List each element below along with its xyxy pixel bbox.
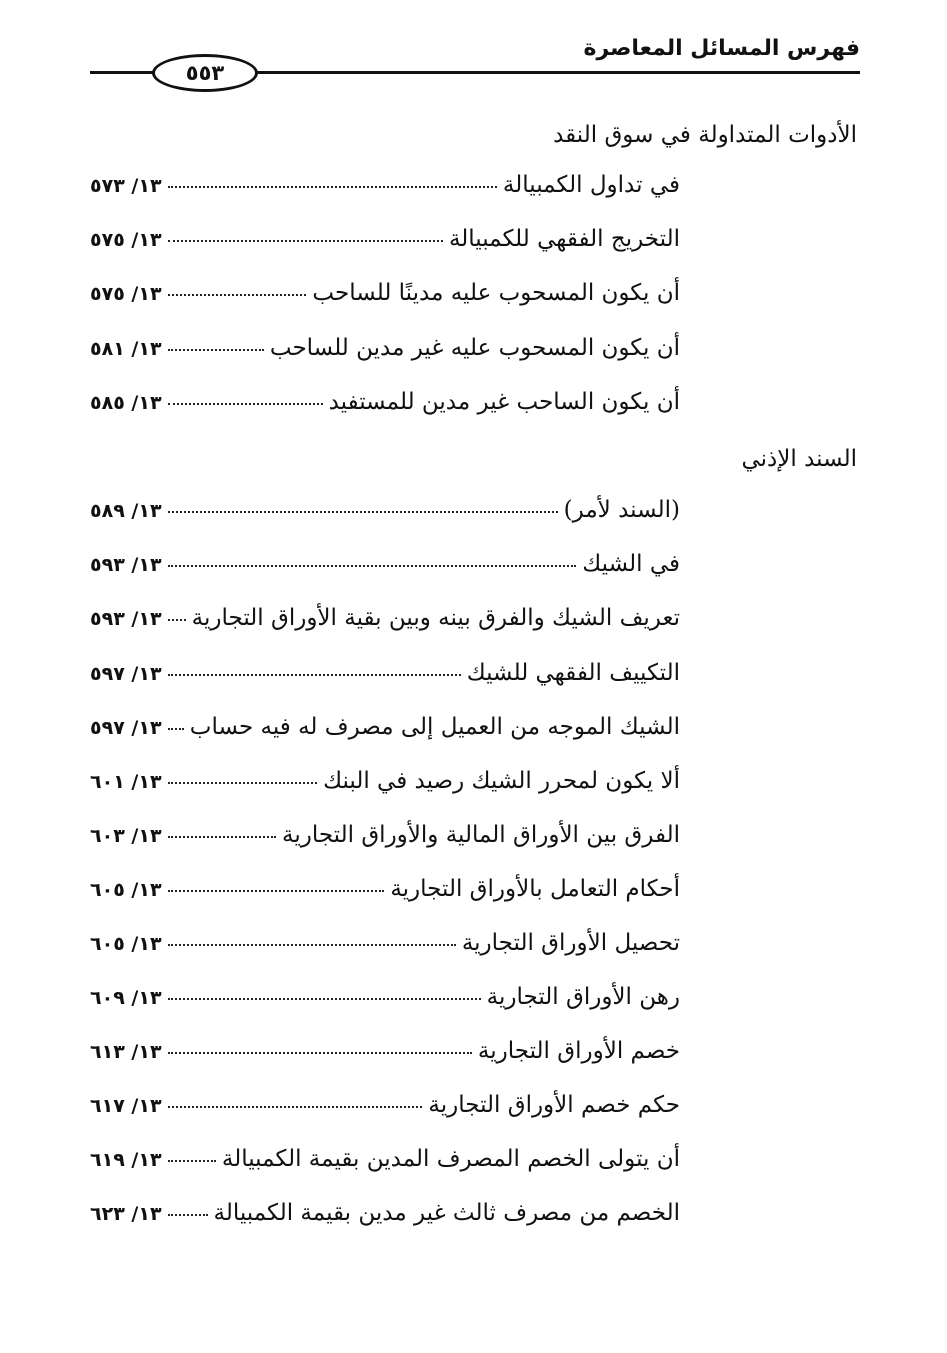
index-entry[interactable] (90, 551, 680, 587)
entry-title: أن يكون الساحب غير مدين للمستفيد (328, 389, 680, 415)
index-entry[interactable] (90, 930, 680, 966)
entry-page-ref: ١٣/ ٥٨٩ (90, 500, 162, 522)
index-entry[interactable] (90, 660, 680, 696)
index-entry[interactable] (90, 876, 680, 912)
index-entry[interactable] (90, 497, 680, 533)
dot-leader (168, 565, 577, 567)
index-entry[interactable] (90, 226, 680, 262)
entry-title: رهن الأوراق التجارية (486, 984, 680, 1010)
running-title: فهرس المسائل المعاصرة (583, 36, 860, 61)
entry-title: في تداول الكمبيالة (502, 172, 680, 198)
dot-leader (168, 1106, 423, 1108)
dot-leader (168, 349, 264, 351)
entry-title: ألا يكون لمحرر الشيك رصيد في البنك (323, 768, 680, 794)
dot-leader (168, 1160, 216, 1162)
entry-page-ref: ١٣/ ٥٧٣ (90, 175, 162, 197)
entry-page-ref: ١٣/ ٥٧٥ (90, 283, 162, 305)
dot-leader (168, 890, 385, 892)
dot-leader (168, 728, 184, 730)
entry-page-ref: ١٣/ ٦٠١ (90, 771, 162, 793)
index-entry[interactable] (90, 172, 680, 208)
entry-title: أن يكون المسحوب عليه مدينًا للساحب (312, 280, 680, 306)
entry-page-ref: ١٣/ ٥٩٧ (90, 717, 162, 739)
index-entry[interactable] (90, 605, 680, 641)
entry-page-ref: ١٣/ ٥٩٣ (90, 608, 162, 630)
entry-title: الفرق بين الأوراق المالية والأوراق التجارية (281, 822, 680, 848)
entry-title: خصم الأوراق التجارية (477, 1038, 680, 1064)
page-number-badge: ٥٥٣ (152, 54, 258, 92)
entry-title: التخريج الفقهي للكمبيالة (448, 226, 680, 252)
dot-leader (168, 1214, 208, 1216)
entry-page-ref: ١٣/ ٦٠٥ (90, 879, 162, 901)
entry-page-ref: ١٣/ ٦٠٣ (90, 825, 162, 847)
page-header (90, 36, 860, 96)
index-entry[interactable] (90, 389, 680, 425)
index-entry[interactable] (90, 1200, 680, 1236)
index-entry[interactable] (90, 768, 680, 804)
entry-page-ref: ١٣/ ٥٩٧ (90, 663, 162, 685)
entry-page-ref: ١٣/ ٦١٧ (90, 1095, 162, 1117)
entry-page-ref: ١٣/ ٥٧٥ (90, 229, 162, 251)
dot-leader (168, 294, 307, 296)
dot-leader (168, 1052, 472, 1054)
entry-title: تحصيل الأوراق التجارية (461, 930, 680, 956)
entry-title: أن يتولى الخصم المصرف المدين بقيمة الكمبيالة (221, 1146, 680, 1172)
dot-leader (168, 619, 186, 621)
dot-leader (168, 511, 558, 513)
entry-page-ref: ١٣/ ٦٠٩ (90, 987, 162, 1009)
dot-leader (168, 674, 461, 676)
dot-leader (168, 944, 456, 946)
entry-title: التكييف الفقهي للشيك (466, 660, 680, 686)
index-entry[interactable] (90, 822, 680, 858)
dot-leader (168, 836, 276, 838)
dot-leader (168, 998, 481, 1000)
entry-title: الشيك الموجه من العميل إلى مصرف له فيه حساب (189, 714, 680, 740)
index-entry[interactable] (90, 1146, 680, 1182)
entry-title: الخصم من مصرف ثالث غير مدين بقيمة الكمبيالة (213, 1200, 680, 1226)
section-heading: السند الإذني (741, 446, 857, 472)
entry-page-ref: ١٣/ ٦١٩ (90, 1149, 162, 1171)
entry-page-ref: ١٣/ ٦١٣ (90, 1041, 162, 1063)
entry-title: أحكام التعامل بالأوراق التجارية (390, 876, 680, 902)
entry-title: حكم خصم الأوراق التجارية (428, 1092, 680, 1118)
index-entry[interactable] (90, 714, 680, 750)
entry-title: (السند لأمر) (563, 497, 680, 523)
index-entry[interactable] (90, 280, 680, 316)
entry-page-ref: ١٣/ ٥٨١ (90, 338, 162, 360)
entry-page-ref: ١٣/ ٥٩٣ (90, 554, 162, 576)
dot-leader (168, 186, 497, 188)
index-entry[interactable] (90, 1038, 680, 1074)
entry-page-ref: ١٣/ ٥٨٥ (90, 392, 162, 414)
entry-page-ref: ١٣/ ٦٠٥ (90, 933, 162, 955)
index-entry[interactable] (90, 335, 680, 371)
entry-title: أن يكون المسحوب عليه غير مدين للساحب (269, 335, 680, 361)
entry-title: تعريف الشيك والفرق بينه وبين بقية الأوراق التجارية (191, 605, 680, 631)
section-heading: الأدوات المتداولة في سوق النقد (553, 122, 857, 148)
index-entry[interactable] (90, 984, 680, 1020)
dot-leader (168, 782, 318, 784)
index-entry[interactable] (90, 1092, 680, 1128)
dot-leader (168, 240, 443, 242)
entry-page-ref: ١٣/ ٦٢٣ (90, 1203, 162, 1225)
entry-title: في الشيك (582, 551, 680, 577)
dot-leader (168, 403, 323, 405)
